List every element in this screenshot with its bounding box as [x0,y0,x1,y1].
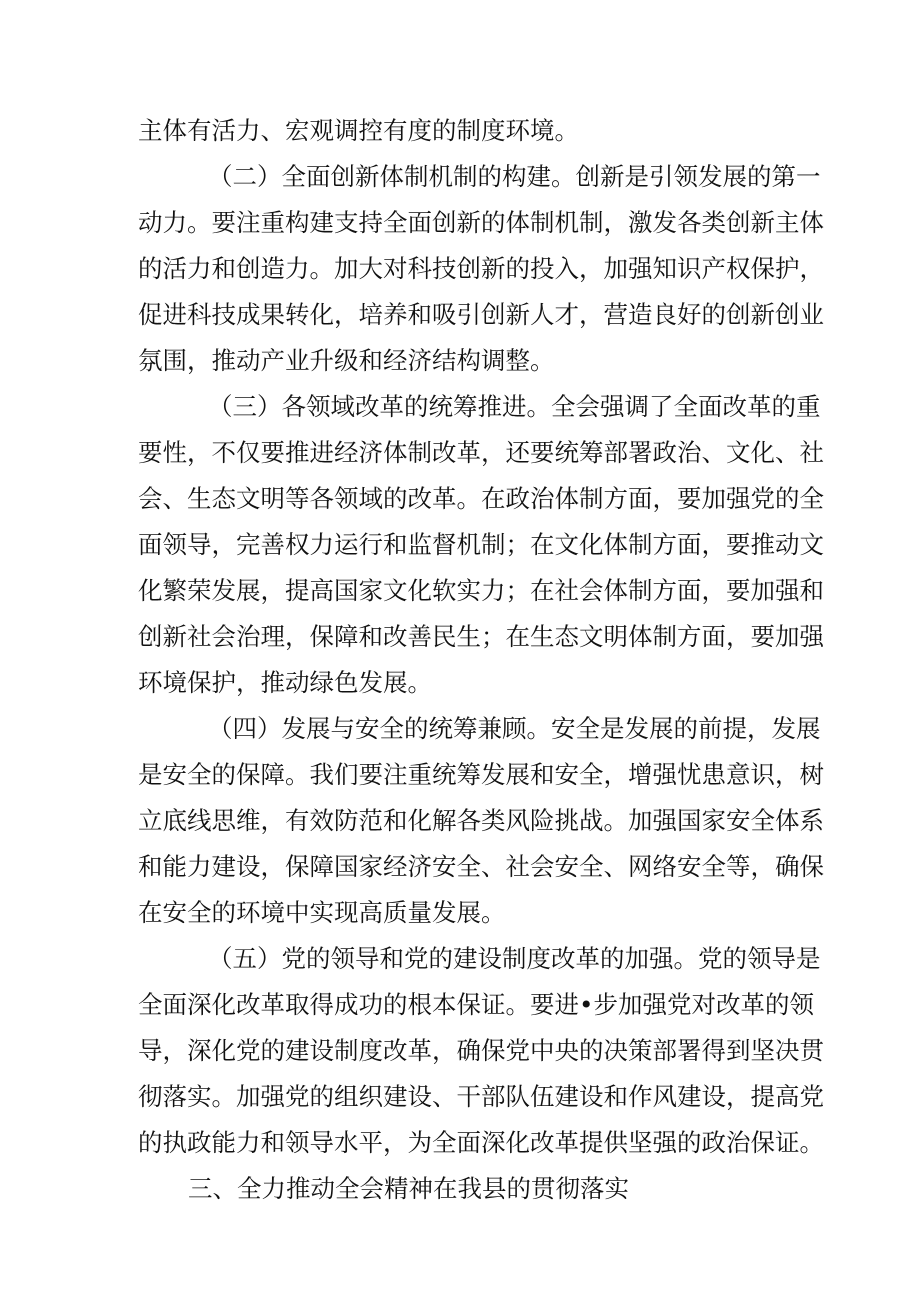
section-heading-5: （五）党的领导和党的建设制度改革的加强。党的领导是 [208,944,821,973]
text-line: 的执政能力和领导水平，为全面深化改革提供坚强的政治保证。 [138,1128,824,1157]
chapter-heading-3: 三、全力推动全会精神在我县的贯彻落实 [188,1174,629,1203]
text-line: 主体有活力、宏观调控有度的制度环境。 [138,116,579,145]
text-line: 的活力和创造力。加大对科技创新的投入，加强知识产权保护， [138,254,824,283]
section-heading-3: （三）各领域改革的统筹推进。全会强调了全面改革的重 [208,392,821,421]
text-line: 环境保护，推动绿色发展。 [138,668,432,697]
text-line: 会、生态文明等各领域的改革。在政治体制方面，要加强党的全 [138,484,824,513]
text-line: 全面深化改革取得成功的根本保证。要进•步加强党对改革的领 [138,990,814,1019]
text-line: 创新社会治理，保障和改善民生；在生态文明体制方面，要加强 [138,622,824,651]
text-line: 面领导，完善权力运行和监督机制；在文化体制方面，要推动文 [138,530,824,559]
text-line: 氛围，推动产业升级和经济结构调整。 [138,346,555,375]
section-heading-2: （二）全面创新体制机制的构建。创新是引领发展的第一 [208,162,821,191]
text-line: 立底线思维，有效防范和化解各类风险挑战。加强国家安全体系 [138,806,824,835]
text-line: 动力。要注重构建支持全面创新的体制机制，激发各类创新主体 [138,208,824,237]
text-line: 导，深化党的建设制度改革，确保党中央的决策部署得到坚决贯 [138,1036,824,1065]
text-line: 在安全的环境中实现高质量发展。 [138,898,506,927]
text-line: 要性，不仅要推进经济体制改革，还要统筹部署政治、文化、社 [138,438,824,467]
text-line: 化繁荣发展，提高国家文化软实力；在社会体制方面，要加强和 [138,576,824,605]
section-heading-4: （四）发展与安全的统筹兼顾。安全是发展的前提，发展 [208,714,821,743]
text-line: 和能力建设，保障国家经济安全、社会安全、网络安全等，确保 [138,852,824,881]
text-line: 促进科技成果转化，培养和吸引创新人才，营造良好的创新创业 [138,300,824,329]
text-line: 彻落实。加强党的组织建设、干部队伍建设和作风建设，提高党 [138,1082,824,1111]
text-line: 是安全的保障。我们要注重统筹发展和安全，增强忧患意识，树 [138,760,824,789]
